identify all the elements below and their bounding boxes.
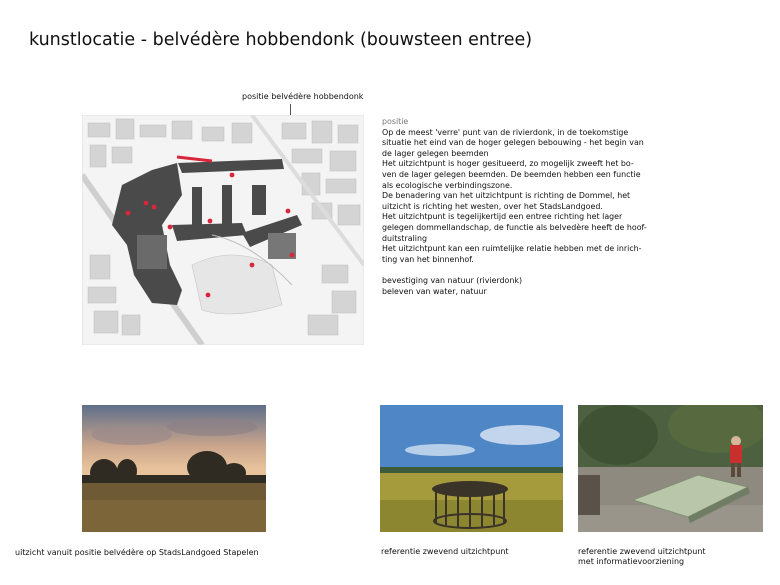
map-caption: positie belvédère hobbendonk bbox=[242, 92, 364, 101]
description-line: uitzicht is richting het westen, over het StadsLandgoed. bbox=[382, 201, 603, 211]
description-line: situatie het eind van de hoger gelegen bebouwing - het begin van bbox=[382, 138, 644, 148]
photo-reference-floating-viewpoint bbox=[380, 405, 563, 532]
photo-caption-line: met informatievoorziening bbox=[578, 557, 685, 566]
description-heading: positie bbox=[382, 117, 409, 126]
description-line: duitstraling bbox=[382, 233, 427, 243]
extra-line: beleven van water, natuur bbox=[382, 286, 487, 296]
photo-caption bbox=[578, 547, 706, 567]
page-title: kunstlocatie - belvédère hobbendonk (bouwsteen entree) bbox=[29, 30, 533, 50]
description-line: als ecologische verbindingszone. bbox=[382, 180, 513, 190]
photo-view-stadslandgoed bbox=[82, 405, 266, 532]
description-line: gelegen dommellandschap, de functie als belvedère heeft de hoof- bbox=[382, 222, 647, 232]
description-line: Het uitzichtpunt kan een ruimtelijke relatie hebben met de inrich- bbox=[382, 244, 642, 254]
description-text bbox=[382, 117, 672, 298]
description-line: ven de lager gelegen beemden. De beemden hebben een functie bbox=[382, 169, 641, 179]
description-line: Het uitzichtpunt is tegelijkertijd een entree richting het lager bbox=[382, 212, 623, 222]
photo-caption: referentie zwevend uitzichtpunt bbox=[381, 547, 509, 556]
description-line: Het uitzichtpunt is hoger gesitueerd, zo mogelijk zweeft het bo- bbox=[382, 159, 634, 169]
description-line: de lager gelegen beemden bbox=[382, 148, 489, 158]
extra-line: bevestiging van natuur (rivierdonk) bbox=[382, 276, 523, 286]
photo-reference-viewpoint-with-info bbox=[578, 405, 763, 532]
photo-caption: uitzicht vanuit positie belvédère op StadsLandgoed Stapelen bbox=[15, 548, 259, 557]
description-line: Op de meest 'verre' punt van de rivierdonk, in de toekomstige bbox=[382, 127, 629, 137]
description-line: De benadering van het uitzichtpunt is richting de Dommel, het bbox=[382, 191, 631, 201]
description-line: ting van het binnenhof. bbox=[382, 254, 474, 264]
site-map bbox=[82, 115, 364, 345]
photo-caption-line: referentie zwevend uitzichtpunt bbox=[578, 547, 706, 556]
